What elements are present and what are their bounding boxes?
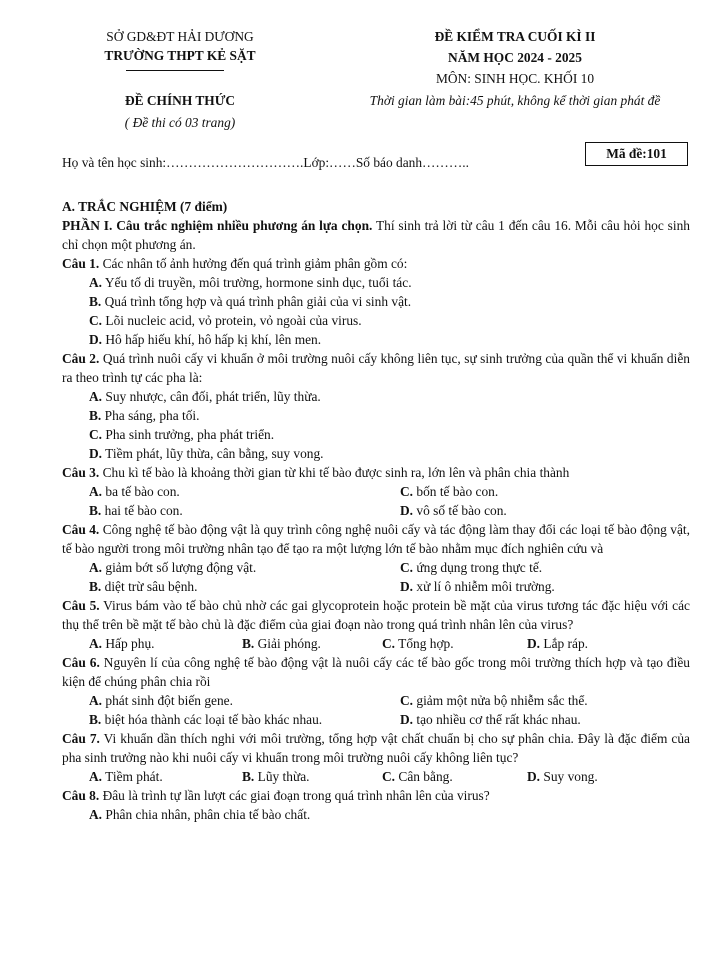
school-name: TRƯỜNG THPT KẺ SẶT <box>104 48 256 63</box>
question-number: Câu 6. <box>62 655 100 670</box>
option-b: B. Pha sáng, pha tối. <box>89 408 200 423</box>
question-text: Các nhân tố ảnh hưởng đến quá trình giảm phân gồm có: <box>99 256 408 271</box>
option-d: D. Tiềm phát, lũy thừa, cân bằng, suy vong. <box>89 446 324 461</box>
options-row <box>62 691 690 710</box>
exam-code-box: Mã đề:101 <box>585 142 688 166</box>
option-b: B. Quá trình tổng hợp và quá trình phân giải của vi sinh vật. <box>89 294 412 309</box>
options-row <box>62 577 690 596</box>
official-label: ĐỀ CHÍNH THỨC <box>124 93 236 108</box>
option-c: C. Tổng hợp. <box>382 636 454 651</box>
question-number: Câu 3. <box>62 465 100 480</box>
question-number: Câu 1. <box>62 256 100 271</box>
options-row <box>62 501 690 520</box>
option-d: D. tạo nhiều cơ thể rất khác nhau. <box>400 712 581 727</box>
options-row <box>62 634 690 653</box>
option-a: A. ba tế bào con. <box>89 484 180 499</box>
part-description: Thí sinh trả lời từ câu 1 đến câu 16. Mỗi câu hỏi học sinh chỉ chọn một phương án. <box>62 218 690 252</box>
exam-title: ĐỀ KIỂM TRA CUỐI KÌ II <box>434 29 596 44</box>
option-b: B. diệt trừ sâu bệnh. <box>89 579 198 594</box>
option-a: A. Tiềm phát. <box>89 769 163 784</box>
part-intro <box>62 216 690 254</box>
option-d: D. vô số tế bào con. <box>400 503 507 518</box>
option-c: C. Pha sinh trưởng, pha phát triển. <box>89 427 275 442</box>
question-text: Vi khuẩn dần thích nghi với môi trường, tổng hợp vật chất chuẩn bị cho sự phân chia. Đây là đặc điểm của pha sinh trưởng nào khi nuôi cấy vi khuẩn trong môi trường nuôi cấy không liên tục? <box>62 731 690 765</box>
page-count: ( Đề thi có 03 trang) <box>124 115 236 130</box>
option-c: C. Cân bằng. <box>382 769 453 784</box>
option-c: C. giảm một nửa bộ nhiễm sắc thể. <box>400 693 588 708</box>
question-6 <box>62 653 690 691</box>
question-4 <box>62 520 690 558</box>
option-b: B. hai tế bào con. <box>89 503 183 518</box>
option-d: D. Lắp ráp. <box>527 636 589 651</box>
question-text: Chu kì tế bào là khoảng thời gian từ khi tế bào được sinh ra, lớn lên và phân chia thành <box>99 465 570 480</box>
option-d: D. Hô hấp hiếu khí, hô hấp kị khí, lên men. <box>89 332 322 347</box>
option-c: C. Lõi nucleic acid, vỏ protein, vỏ ngoài của virus. <box>89 313 362 328</box>
question-text: Quá trình nuôi cấy vi khuẩn ở môi trường nuôi cấy không liên tục, sự sinh trưởng của quần thể vi khuẩn diễn ra theo trình tự các pha là: <box>62 351 690 385</box>
question-text: Nguyên lí của công nghệ tế bào động vật là nuôi cấy các tế bào gốc trong môi trường thích hợp và tạo điều kiện để chúng phân chia rồi <box>62 655 690 689</box>
question-1 <box>62 254 690 273</box>
question-text: Công nghệ tế bào động vật là quy trình công nghệ nuôi cấy và tác động làm thay đổi các loại tế bào động vật, tế bào người trong môi trường nhân tạo để tạo ra một lượng lớn tế bào nhằm mục đích nghiên cứu và <box>62 522 690 556</box>
option-d: D. Suy vong. <box>527 769 598 784</box>
exam-body <box>62 197 690 824</box>
question-number: Câu 7. <box>62 731 100 746</box>
question-number: Câu 5. <box>62 598 100 613</box>
option-a: A. giảm bớt số lượng động vật. <box>89 560 257 575</box>
option-a: A. Yếu tố di truyền, môi trường, hormone sinh dục, tuổi tác. <box>89 275 412 290</box>
question-number: Câu 2. <box>62 351 100 366</box>
options-row <box>62 482 690 501</box>
time-limit: Thời gian làm bài:45 phút, không kể thời gian phát đề <box>369 93 661 108</box>
options-row <box>62 767 690 786</box>
question-2 <box>62 349 690 387</box>
option-d: D. xử lí ô nhiễm môi trường. <box>400 579 555 594</box>
question-7 <box>62 729 690 767</box>
options-row <box>62 558 690 577</box>
section-title: A. TRẮC NGHIỆM (7 điểm) <box>62 199 228 214</box>
question-number: Câu 4. <box>62 522 100 537</box>
option-a: A. Suy nhược, cân đối, phát triển, lũy thừa. <box>89 389 321 404</box>
option-c: C. bốn tế bào con. <box>400 484 499 499</box>
part-title: PHẦN I. Câu trắc nghiệm nhiều phương án lựa chọn. <box>62 218 373 233</box>
option-c: C. ứng dụng trong thực tế. <box>400 560 543 575</box>
question-8 <box>62 786 690 805</box>
question-text: Virus bám vào tế bào chủ nhờ các gai glycoprotein hoặc protein bề mặt của virus tương tác đặc hiệu với các thụ thể trên bề mặt tế bào chủ là đặc điểm của giai đoạn nào trong quá trình nhân lên của virus? <box>62 598 690 632</box>
subject-line: MÔN: SINH HỌC. KHỐI 10 <box>435 71 595 86</box>
question-number: Câu 8. <box>62 788 100 803</box>
option-b: B. Lũy thừa. <box>242 769 310 784</box>
options-row <box>62 710 690 729</box>
option-b: B. Giải phóng. <box>242 636 321 651</box>
school-underline <box>126 70 224 71</box>
option-a: A. phát sinh đột biến gene. <box>89 693 233 708</box>
department-name: SỞ GD&ĐT HẢI DƯƠNG <box>106 29 254 44</box>
question-3 <box>62 463 690 482</box>
student-info-line: Họ và tên học sinh:………………………….Lớp:……Số báo danh……….. <box>62 155 469 170</box>
school-year: NĂM HỌC 2024 - 2025 <box>448 50 582 65</box>
question-text: Đâu là trình tự lần lượt các giai đoạn trong quá trình nhân lên của virus? <box>99 788 490 803</box>
question-5 <box>62 596 690 634</box>
option-b: B. biệt hóa thành các loại tế bào khác nhau. <box>89 712 323 727</box>
option-a: A. Phân chia nhân, phân chia tế bào chất. <box>89 807 311 822</box>
option-a: A. Hấp phụ. <box>89 636 155 651</box>
